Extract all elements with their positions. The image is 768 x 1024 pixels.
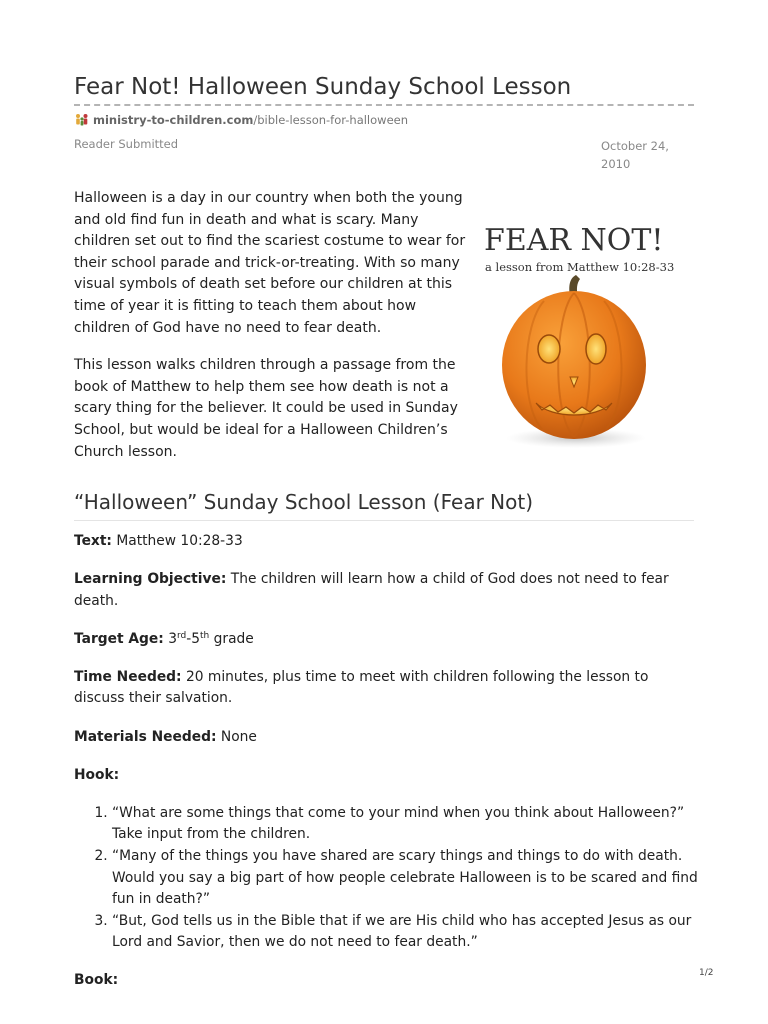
text-value: Matthew 10:28-33 (116, 533, 243, 549)
hook-line (74, 765, 698, 787)
materials-line (74, 727, 698, 749)
author-label: Reader Submitted (74, 137, 179, 151)
age-grade: grade (213, 630, 254, 647)
fear-not-pumpkin-image (484, 215, 684, 455)
objective-label: Learning Objective: (74, 571, 227, 588)
title-divider (74, 104, 694, 106)
page-title: Fear Not! Halloween Sunday School Lesson (74, 74, 572, 100)
source-domain: ministry-to-children.com (93, 113, 254, 127)
list-item: 1. “What are some things that come to your mind when you think about Halloween?” Take input from the children. (112, 803, 698, 846)
materials-value: None (220, 728, 257, 745)
age-label: Target Age: (74, 630, 164, 647)
materials-label: Materials Needed: (74, 728, 217, 745)
list-item: 3. “But, God tells us in the Bible that if we are His child who has accepted Jesus as our Lord and Savior, then we do not need to fear death.” (112, 911, 698, 954)
objective-line (74, 569, 698, 612)
text-label: Text: (74, 533, 112, 549)
lesson-body (74, 531, 698, 1008)
source-link[interactable] (74, 112, 408, 128)
age-end: -5 (186, 630, 201, 647)
hook-label: Hook: (74, 766, 120, 783)
source-path: /bible-lesson-for-halloween (253, 113, 409, 127)
time-value: 20 minutes, plus time to meet with children following the lesson to discuss their salvation. (74, 668, 649, 707)
time-label: Time Needed: (74, 668, 182, 685)
intro-paragraph-2: This lesson walks children through a passage from the book of Matthew to help them see how death is not a scary thing for the believer. It could be used in Sunday School, but would be ideal for a Halloween Children’s Church lesson. (74, 357, 458, 460)
book-line (74, 970, 698, 992)
publish-date: October 24, 2010 (601, 139, 669, 171)
page-number: 1/2 (699, 968, 714, 978)
section-divider (74, 520, 694, 521)
objective-value: The children will learn how a child of God does not need to fear death. (74, 571, 669, 609)
list-item: 2. “Many of the things you have shared are scary things and things to do with death. Would you say a big part of how people celebrate Halloween is to be scared and find fun in death?” (112, 846, 698, 911)
time-line (74, 667, 698, 710)
hook-list (74, 803, 698, 954)
target-age-line (74, 629, 698, 651)
age-start: 3 (168, 630, 177, 647)
intro-paragraph-1: Halloween is a day in our country when both the young and old find fun in death and what is scary. Many children set out to find the scariest costume to wear for their school parade and trick-or-treating. With so many visual symbols of death set before our children at this time of year it is fitting to teach them about how children of God have no need to fear death. (74, 190, 466, 336)
book-label: Book: (74, 971, 119, 988)
age-start-suffix: rd (176, 630, 187, 641)
section-heading: “Halloween” Sunday School Lesson (Fear Not) (74, 490, 534, 514)
age-end-suffix: th (200, 630, 210, 641)
people-icon (74, 113, 90, 127)
image-heading: FEAR NOT! (484, 223, 664, 258)
intro-text (74, 188, 466, 479)
image-subheading: a lesson from Matthew 10:28-33 (485, 260, 675, 274)
text-line (74, 531, 698, 553)
